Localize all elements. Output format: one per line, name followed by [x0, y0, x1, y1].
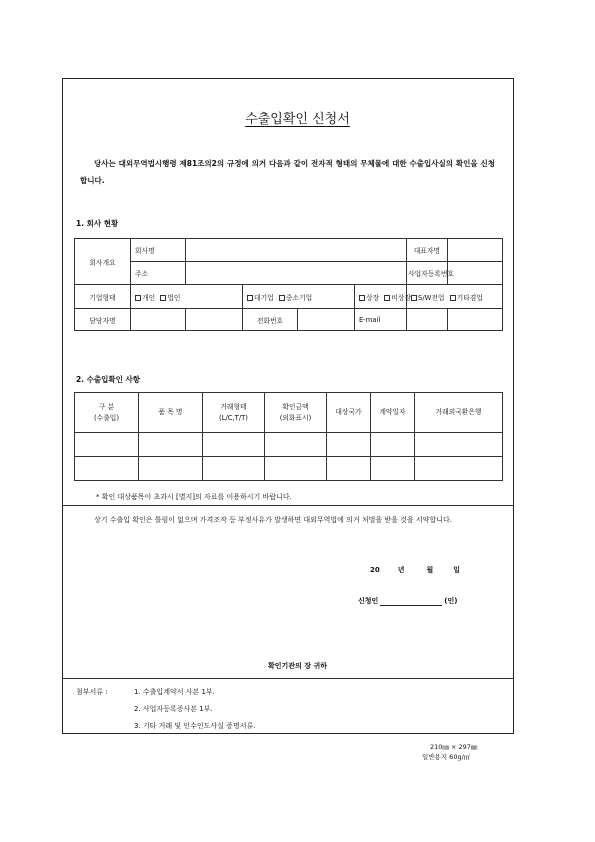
attachments-label: 첨부서류 : — [76, 688, 108, 696]
table-row — [75, 433, 503, 457]
phone-label: 전화번호 — [243, 309, 298, 331]
table-cell[interactable] — [203, 457, 265, 481]
company-name-field[interactable] — [186, 239, 407, 262]
table-cell[interactable] — [75, 457, 139, 481]
table-cell[interactable] — [139, 433, 203, 457]
table-cell[interactable] — [371, 433, 415, 457]
attachment-item: 2. 사업자등록증사본 1부. — [134, 705, 213, 713]
business-reg-field[interactable] — [448, 262, 503, 285]
email-field[interactable] — [407, 309, 448, 331]
divider-bottom — [62, 678, 514, 679]
divider-top — [62, 505, 514, 506]
col-contract-date: 계약일자 — [371, 393, 415, 433]
checkbox-individual[interactable] — [135, 295, 141, 301]
table-cell[interactable] — [75, 433, 139, 457]
attachment-item: 1. 수출입계약서 사본 1부. — [134, 688, 215, 696]
section1-heading: 1. 회사 현황 — [76, 219, 119, 228]
pledge-text: 상기 수출입 확인은 틀림이 없으며 가격조작 등 부정사유가 발생하면 대외무역법에 의거 처벌을 받을 것을 서약합니다. — [94, 516, 452, 524]
authority-addressee: 확인기관의 장 귀하 — [268, 662, 327, 670]
company-name-label: 회사명 — [131, 239, 186, 262]
address-label: 주소 — [131, 262, 186, 285]
section2-heading: 2. 수출입확인 사항 — [76, 375, 141, 384]
business-reg-label: 사업자등록번호 — [407, 262, 448, 285]
col-category: 구 분 (수출입) — [75, 393, 139, 433]
attachment-item: 3. 기타 거래 및 인수인도사실 증명서류. — [134, 722, 256, 730]
email-label: E-mail — [355, 309, 407, 331]
applicant-line: 신청인 (인) — [358, 597, 458, 605]
col-item: 품 목 명 — [139, 393, 203, 433]
checkbox-listed[interactable] — [359, 295, 365, 301]
company-type-label: 기업형태 — [75, 285, 131, 309]
table-cell[interactable] — [327, 457, 371, 481]
checkbox-large-company[interactable] — [247, 295, 253, 301]
type-group-c: 상장 비상장 — [355, 285, 407, 309]
table-cell[interactable] — [415, 433, 503, 457]
intro-text: 당사는 대외무역법시행령 제81조의2의 규정에 의거 다음과 같이 전자적 형태의 무체물에 대한 수출입사실의 확인을 신청합니다. — [80, 159, 495, 185]
company-overview-label: 회사개요 — [75, 239, 131, 285]
phone-field[interactable] — [298, 309, 355, 331]
paper-type: 일반용지 60g/㎡ — [422, 753, 471, 761]
export-import-table — [74, 392, 503, 481]
checkbox-other-business[interactable] — [450, 295, 456, 301]
email-field-2[interactable] — [448, 309, 503, 331]
col-amount: 확인금액 (외화표시) — [265, 393, 327, 433]
contact-person-field-2[interactable] — [186, 309, 243, 331]
contact-person-label: 담당자명 — [75, 309, 131, 331]
date-line: 20 년 월 일 — [370, 566, 461, 574]
table-cell[interactable] — [415, 457, 503, 481]
table-cell[interactable] — [203, 433, 265, 457]
checkbox-sme[interactable] — [279, 295, 285, 301]
overflow-note: * 확인 대상품목이 초과시 [별지]의 자료를 이용하시기 바랍니다. — [96, 493, 292, 501]
form-title: 수출입확인 신청서 — [245, 112, 350, 127]
checkbox-corporation[interactable] — [160, 295, 166, 301]
table-cell[interactable] — [139, 457, 203, 481]
contact-person-field[interactable] — [131, 309, 186, 331]
col-bank: 거래외국환은행 — [415, 393, 503, 433]
table-cell[interactable] — [327, 433, 371, 457]
representative-label: 대표자명 — [407, 239, 448, 262]
table-cell[interactable] — [371, 457, 415, 481]
signature-field[interactable] — [380, 598, 442, 606]
company-table — [74, 238, 503, 331]
type-group-a: 개인 법인 — [131, 285, 243, 309]
col-country: 대상국가 — [327, 393, 371, 433]
table-cell[interactable] — [265, 457, 327, 481]
checkbox-sw-only[interactable] — [411, 295, 417, 301]
address-field[interactable] — [186, 262, 407, 285]
checkbox-unlisted[interactable] — [384, 295, 390, 301]
type-group-b: 대기업 중소기업 — [243, 285, 355, 309]
table-cell[interactable] — [265, 433, 327, 457]
representative-field[interactable] — [448, 239, 503, 262]
type-group-d: S/W전업 기타겸업 — [407, 285, 503, 309]
paper-size: 210㎜ × 297㎜ — [430, 743, 478, 751]
col-trade-type: 거래형태 (L/C,T/T) — [203, 393, 265, 433]
table-row — [75, 457, 503, 481]
